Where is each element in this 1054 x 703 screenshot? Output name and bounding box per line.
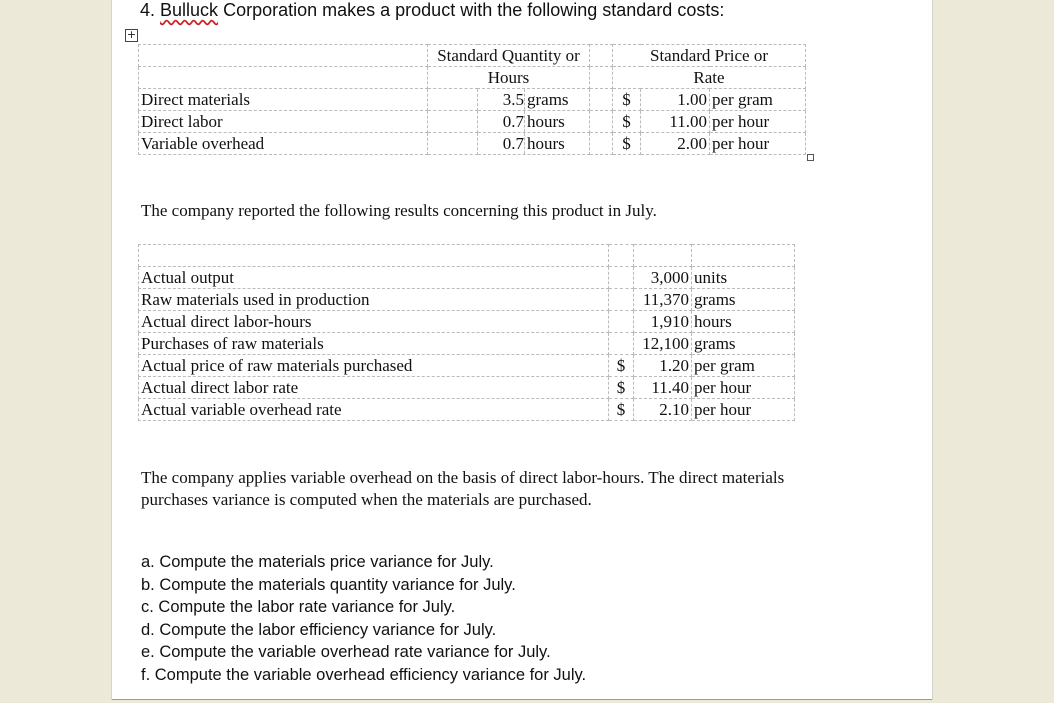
- result-value: 11,370: [634, 289, 692, 311]
- header-price-2: Rate: [613, 67, 806, 89]
- results-row: [139, 377, 795, 399]
- standard-costs-table: [138, 44, 806, 155]
- price-value: 2.00: [641, 133, 710, 155]
- result-label: Actual price of raw materials purchased: [139, 355, 609, 377]
- page-bottom-divider: [112, 699, 932, 700]
- currency-symbol: $: [609, 399, 634, 421]
- cell-blank: [609, 245, 634, 267]
- result-unit: per hour: [692, 399, 795, 421]
- result-unit: grams: [692, 289, 795, 311]
- row-label: Direct materials: [139, 89, 428, 111]
- currency-symbol: $: [613, 111, 641, 133]
- cell-blank: [428, 133, 478, 155]
- header-blank: [139, 45, 428, 67]
- currency-symbol: $: [613, 89, 641, 111]
- quantity-value: 0.7: [480, 111, 525, 132]
- currency-symbol: $: [609, 355, 634, 377]
- price-value: 11.00: [641, 111, 710, 133]
- quantity-value: 3.5: [480, 89, 525, 110]
- question-d: d. Compute the labor efficiency variance for July.: [141, 620, 497, 639]
- standards-row: [139, 133, 806, 155]
- header-blank: [139, 67, 428, 89]
- row-quantity: [478, 133, 590, 155]
- quantity-unit: grams: [527, 90, 569, 109]
- cell-blank: [692, 245, 795, 267]
- currency-symbol: [609, 267, 634, 289]
- question-b: b. Compute the materials quantity variance for July.: [141, 575, 516, 594]
- question-a: a. Compute the materials price variance for July.: [141, 553, 494, 571]
- overhead-note-line-2: purchases variance is computed when the materials are purchased.: [141, 490, 592, 509]
- standards-row: [139, 111, 806, 133]
- result-unit: units: [692, 267, 795, 289]
- results-blank-row: [139, 245, 795, 267]
- results-intro: The company reported the following results concerning this product in July.: [141, 201, 657, 220]
- quantity-unit: hours: [527, 134, 565, 153]
- result-label: Actual direct labor-hours: [139, 311, 609, 333]
- heading-text: Corporation makes a product with the following standard costs:: [223, 0, 725, 20]
- header-spacer: [590, 45, 613, 67]
- results-row: [139, 333, 795, 355]
- row-quantity: [478, 89, 590, 111]
- result-value: 2.10: [634, 399, 692, 421]
- results-row: [139, 311, 795, 333]
- price-unit: per hour: [710, 111, 806, 133]
- question-c: c. Compute the labor rate variance for July.: [141, 598, 456, 616]
- company-name: Bulluck: [160, 0, 219, 20]
- standards-header-row-1: [139, 45, 806, 67]
- table-move-handle-icon[interactable]: +: [126, 28, 137, 41]
- cell-blank: [428, 89, 478, 111]
- row-label: Variable overhead: [139, 133, 428, 155]
- standards-header-row-2: [139, 67, 806, 89]
- header-quantity-2: Hours: [428, 67, 590, 89]
- result-label: Actual direct labor rate: [139, 377, 609, 399]
- overhead-note: [141, 467, 784, 511]
- result-value: 11.40: [634, 377, 692, 399]
- result-unit: per gram: [692, 355, 795, 377]
- results-row: [139, 355, 795, 377]
- question-f: f. Compute the variable overhead efficiency variance for July.: [141, 665, 587, 684]
- currency-symbol: [609, 289, 634, 311]
- currency-symbol: [609, 333, 634, 355]
- result-unit: grams: [692, 333, 795, 355]
- document-page: [111, 0, 933, 700]
- header-spacer: [590, 67, 613, 89]
- table-resize-handle-icon[interactable]: [807, 154, 814, 161]
- result-unit: per hour: [692, 377, 795, 399]
- problem-heading: [140, 0, 724, 21]
- result-label: Actual variable overhead rate: [139, 399, 609, 421]
- question-list: [141, 551, 586, 686]
- quantity-unit: hours: [527, 112, 565, 131]
- result-unit: hours: [692, 311, 795, 333]
- question-e: e. Compute the variable overhead rate variance for July.: [141, 643, 551, 661]
- cell-blank: [590, 133, 613, 155]
- currency-symbol: $: [613, 133, 641, 155]
- quantity-value: 0.7: [480, 133, 525, 154]
- header-price: Standard Price or: [613, 45, 806, 67]
- standards-row: [139, 89, 806, 111]
- cell-blank: [590, 89, 613, 111]
- actual-results-table: [138, 244, 795, 421]
- result-label: Purchases of raw materials: [139, 333, 609, 355]
- result-label: Actual output: [139, 267, 609, 289]
- result-label: Raw materials used in production: [139, 289, 609, 311]
- row-label: Direct labor: [139, 111, 428, 133]
- cell-blank: [634, 245, 692, 267]
- currency-symbol: [609, 311, 634, 333]
- result-value: 12,100: [634, 333, 692, 355]
- currency-symbol: $: [609, 377, 634, 399]
- cell-blank: [139, 245, 609, 267]
- row-quantity: [478, 111, 590, 133]
- results-row: [139, 267, 795, 289]
- results-row: [139, 399, 795, 421]
- cell-blank: [428, 111, 478, 133]
- results-row: [139, 289, 795, 311]
- cell-blank: [590, 111, 613, 133]
- header-quantity: Standard Quantity or: [428, 45, 590, 67]
- result-value: 3,000: [634, 267, 692, 289]
- result-value: 1,910: [634, 311, 692, 333]
- price-value: 1.00: [641, 89, 710, 111]
- price-unit: per hour: [710, 133, 806, 155]
- overhead-note-line-1: The company applies variable overhead on the basis of direct labor-hours. The direct materials: [141, 468, 785, 487]
- price-unit: per gram: [710, 89, 806, 111]
- result-value: 1.20: [634, 355, 692, 377]
- problem-number: 4.: [140, 0, 156, 20]
